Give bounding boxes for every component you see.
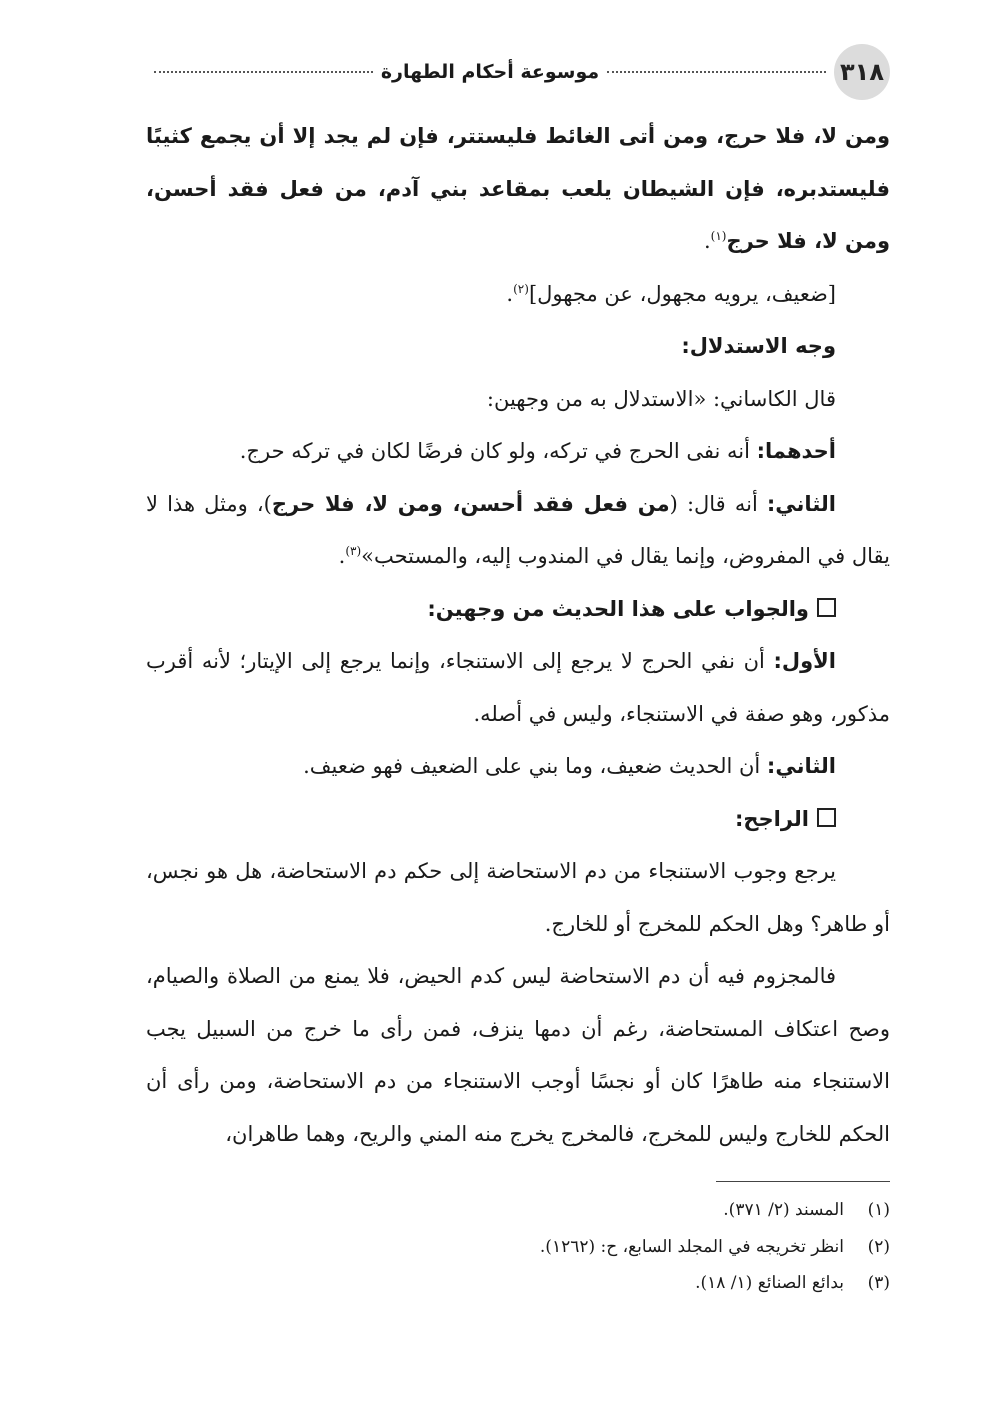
kasani-quote-intro: قال الكاساني: «الاستدلال به من وجهين: [486,386,836,411]
second-reason: الثاني: أنه قال: (من فعل فقد أحسن، ومن لا، فلا حرج)، ومثل هذا لا يقال في المفروض، وإنما يقال في المندوب إليه، والمستحب»$^{(٣)}$. [146,491,890,568]
answer-second: الثاني: أن الحديث ضعيف، وما بني على الضعيف فهو ضعيف. [303,754,836,778]
footnote-ref-2: (٢) [513,281,529,296]
footnote-separator [716,1181,890,1182]
hadith-paragraph: ومن لا، فلا حرج، ومن أتى الغائط فليستتر، فإن لم يجد إلا أن يجمع كثيبًا فليستدبره، فإن الشيطان يلعب بمقاعد بني آدم، من فعل فقد أحسن، ومن لا، فلا حرج$^{(١)}$. [146,124,890,253]
page-body [146,110,890,1160]
conclusion-paragraph: فالمجزوم فيه أن دم الاستحاضة ليس كدم الحيض، فلا يمنع من الصلاة والصيام، وصح اعتكاف المستحاضة، رغم أن دمها ينزف، فمن رأى ما خرج من السبيل يجب الاستنجاء منه طاهرًا كان أو نجسًا أوجب الاستنجاء من دم الاستحاضة، ومن رأى أن الحكم للخارج وليس للمخرج، فالمخرج يخرج منه المني والريح، وهما طاهران، [146,964,890,1146]
heading-answer: والجواب على هذا الحديث من وجهين: [146,583,890,636]
heading-istidlal: وجه الاستدلال: [681,334,836,358]
footnote-3: (٣)بدائع الصنائع (١/ ١٨). [695,1273,890,1293]
grade-line: [ضعيف، يرويه مجهول، عن مجهول]$^{(٢)}$. [506,281,836,306]
page-header [146,44,890,100]
footnote-2: (٢)انظر تخريجه في المجلد السابع، ح: (١٢٦٢). [539,1236,890,1257]
footnote-ref-3: (٣) [345,544,362,558]
checkbox-square-icon [817,598,836,617]
page-number: ٣١٨ [834,44,890,100]
header-dotted-line-left [154,71,373,73]
heading-rajih: الراجح: [146,793,890,846]
checkbox-square-icon [817,808,836,827]
footnotes [146,1192,890,1302]
footnote-1: (١)المسند (٢/ ٣٧١). [723,1200,890,1220]
header-dotted-line [607,71,826,73]
rajih-paragraph: يرجع وجوب الاستنجاء من دم الاستحاضة إلى حكم دم الاستحاضة، هل هو نجس، أو طاهر؟ وهل الحكم للمخرج أو للخارج. [146,859,890,936]
answer-first: الأول: أن نفي الحرج لا يرجع إلى الاستنجاء، وإنما يرجع إلى الإيتار؛ لأنه أقرب مذكور، وهو صفة في الاستنجاء، وليس في أصله. [146,649,890,726]
footnote-ref-1: (١) [710,229,727,243]
first-reason: أحدهما: أنه نفى الحرج في تركه، ولو كان فرضًا لكان في تركه حرج. [239,439,836,463]
header-title: موسوعة أحكام الطهارة [380,61,600,83]
